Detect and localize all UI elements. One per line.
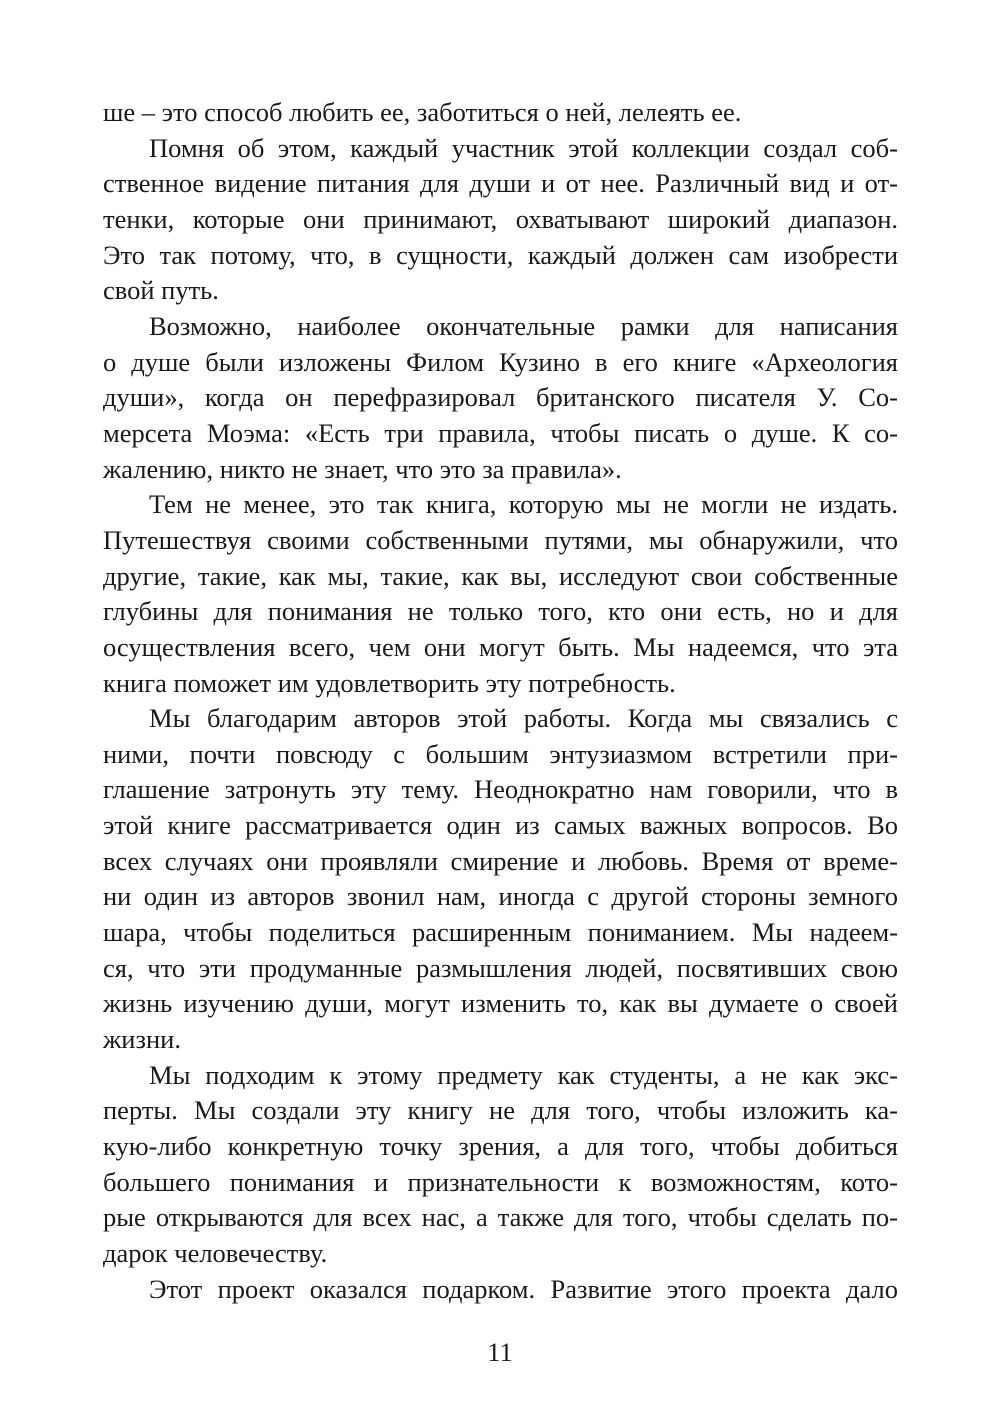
text-line: свой путь. [103, 275, 219, 306]
text-line: ними, почти повсюду с большим энтузиазмом встретили при- [103, 738, 898, 769]
text-line: шара, чтобы поделиться расширенным пониманием. Мы надеем- [103, 917, 898, 948]
text-line: дарок человечеству. [103, 1238, 328, 1268]
text-line: перты. Мы создали эту книгу не для того, чтобы изложить ка- [103, 1095, 898, 1126]
text-line: тенки, которые они принимают, охватывают широкий диапазон. [103, 203, 898, 234]
text-line: жизнь изучению души, могут изменить то, как вы думаете о своей [103, 988, 898, 1019]
text-line: глубины для понимания не только того, кто они есть, но и для [103, 596, 898, 627]
paragraph [103, 131, 898, 309]
text-line: Помня об этом, каждый участник этой коллекции создал соб- [149, 132, 898, 163]
text-line: Это так потому, что, в сущности, каждый должен сам изобрести [103, 239, 898, 270]
text-line: осуществления всего, чем они могут быть. Мы надеемся, что эта [103, 631, 898, 662]
paragraph [103, 487, 898, 701]
page-number: 11 [487, 1337, 513, 1367]
text-line: Возможно, наиболее окончательные рамки для написания [149, 310, 898, 341]
text-line: ни один из авторов звонил нам, иногда с другой стороны земного [103, 881, 898, 912]
text-line: рые открываются для всех нас, а также для того, чтобы сделать по- [103, 1202, 898, 1233]
text-line: ственное видение питания для души и от нее. Различный вид и от- [103, 168, 898, 199]
text-line: жалению, никто не знает, что это за правила». [103, 453, 622, 484]
text-line: мерсета Моэма: «Есть три правила, чтобы писать о душе. К со- [103, 417, 898, 448]
paragraph [103, 309, 898, 487]
text-line: Этот проект оказался подарком. Развитие этого проекта дало [149, 1273, 898, 1304]
text-line: ше – это способ любить ее, заботиться о ней, лелеять ее. [103, 97, 742, 127]
paragraph [103, 1058, 898, 1272]
text-line: этой книге рассматривается один из самых важных вопросов. Во [103, 810, 898, 841]
text-line: книга поможет им удовлетворить эту потребность. [103, 667, 676, 698]
body-text [103, 95, 898, 1307]
text-line: жизни. [103, 1024, 181, 1055]
text-line: ся, что эти продуманные размышления людей, посвятивших свою [103, 952, 898, 983]
text-line: всех случаях они проявляли смирение и любовь. Время от време- [103, 845, 898, 876]
text-line: большего понимания и признательности к возможностям, кото- [103, 1166, 898, 1197]
paragraph [103, 95, 898, 131]
text-line: Мы подходим к этому предмету как студенты, а не как экс- [149, 1059, 898, 1090]
text-line: Мы благодарим авторов этой работы. Когда мы связались с [149, 703, 898, 734]
paragraph [103, 701, 898, 1058]
paragraph [103, 1272, 898, 1308]
text-line: Путешествуя своими собственными путями, мы обнаружили, что [103, 524, 898, 555]
text-line: кую-либо конкретную точку зрения, а для того, чтобы добиться [103, 1131, 898, 1162]
text-line: о душе были изложены Филом Кузино в его книге «Археология [103, 346, 898, 377]
text-line: Тем не менее, это так книга, которую мы не могли не издать. [149, 489, 898, 520]
text-line: другие, такие, как мы, такие, как вы, исследуют свои собственные [103, 560, 898, 591]
text-line: глашение затронуть эту тему. Неоднократно нам говорили, что в [103, 774, 898, 805]
text-line: души», когда он перефразировал британского писателя У. Со- [103, 382, 898, 413]
